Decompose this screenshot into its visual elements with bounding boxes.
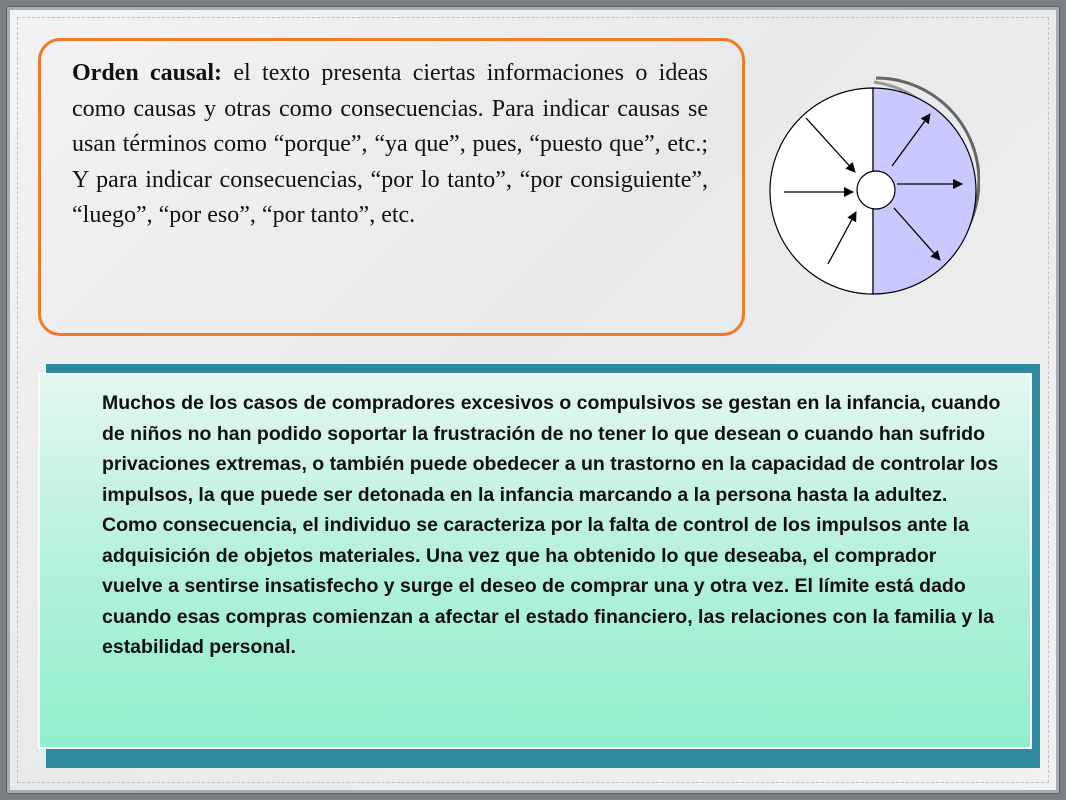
center-node bbox=[857, 171, 895, 209]
example-paragraph: Muchos de los casos de compradores excesivos o compulsivos se gestan en la infancia, cuando de niños no han podido soportar la frustración de no tener lo que desean o cuando han sufrido privaciones extremas, o también puede obedecer a un trastorno en la capacidad de controlar los impulsos, la que puede ser detonada en la infancia marcando a la persona hasta la adultez. Como consecuencia, el individuo se caracteriza por la falta de control de los impulsos ante la adquisición de objetos materiales. Una vez que ha obtenido lo que deseaba, el comprador vuelve a sentirse insatisfecho y surge el deseo de comprar una y otra vez. El límite está dado cuando esas compras comienzan a afectar el estado financiero, las relaciones con la familia y la estabilidad personal. bbox=[102, 392, 1001, 658]
definition-heading: Orden causal: bbox=[72, 60, 223, 86]
cause-effect-diagram bbox=[764, 74, 980, 296]
definition-text bbox=[72, 56, 708, 234]
definition-body: el texto presenta ciertas informaciones o ideas como causas y otras como consecuencias. Para indicar causas se usan términos como “porque”, “ya que”, pues, “puesto que”, etc.; Y para indicar consecuencias, “por lo tanto”, “por consiguiente”, “luego”, “por eso”, “por tanto”, etc. bbox=[72, 60, 708, 228]
